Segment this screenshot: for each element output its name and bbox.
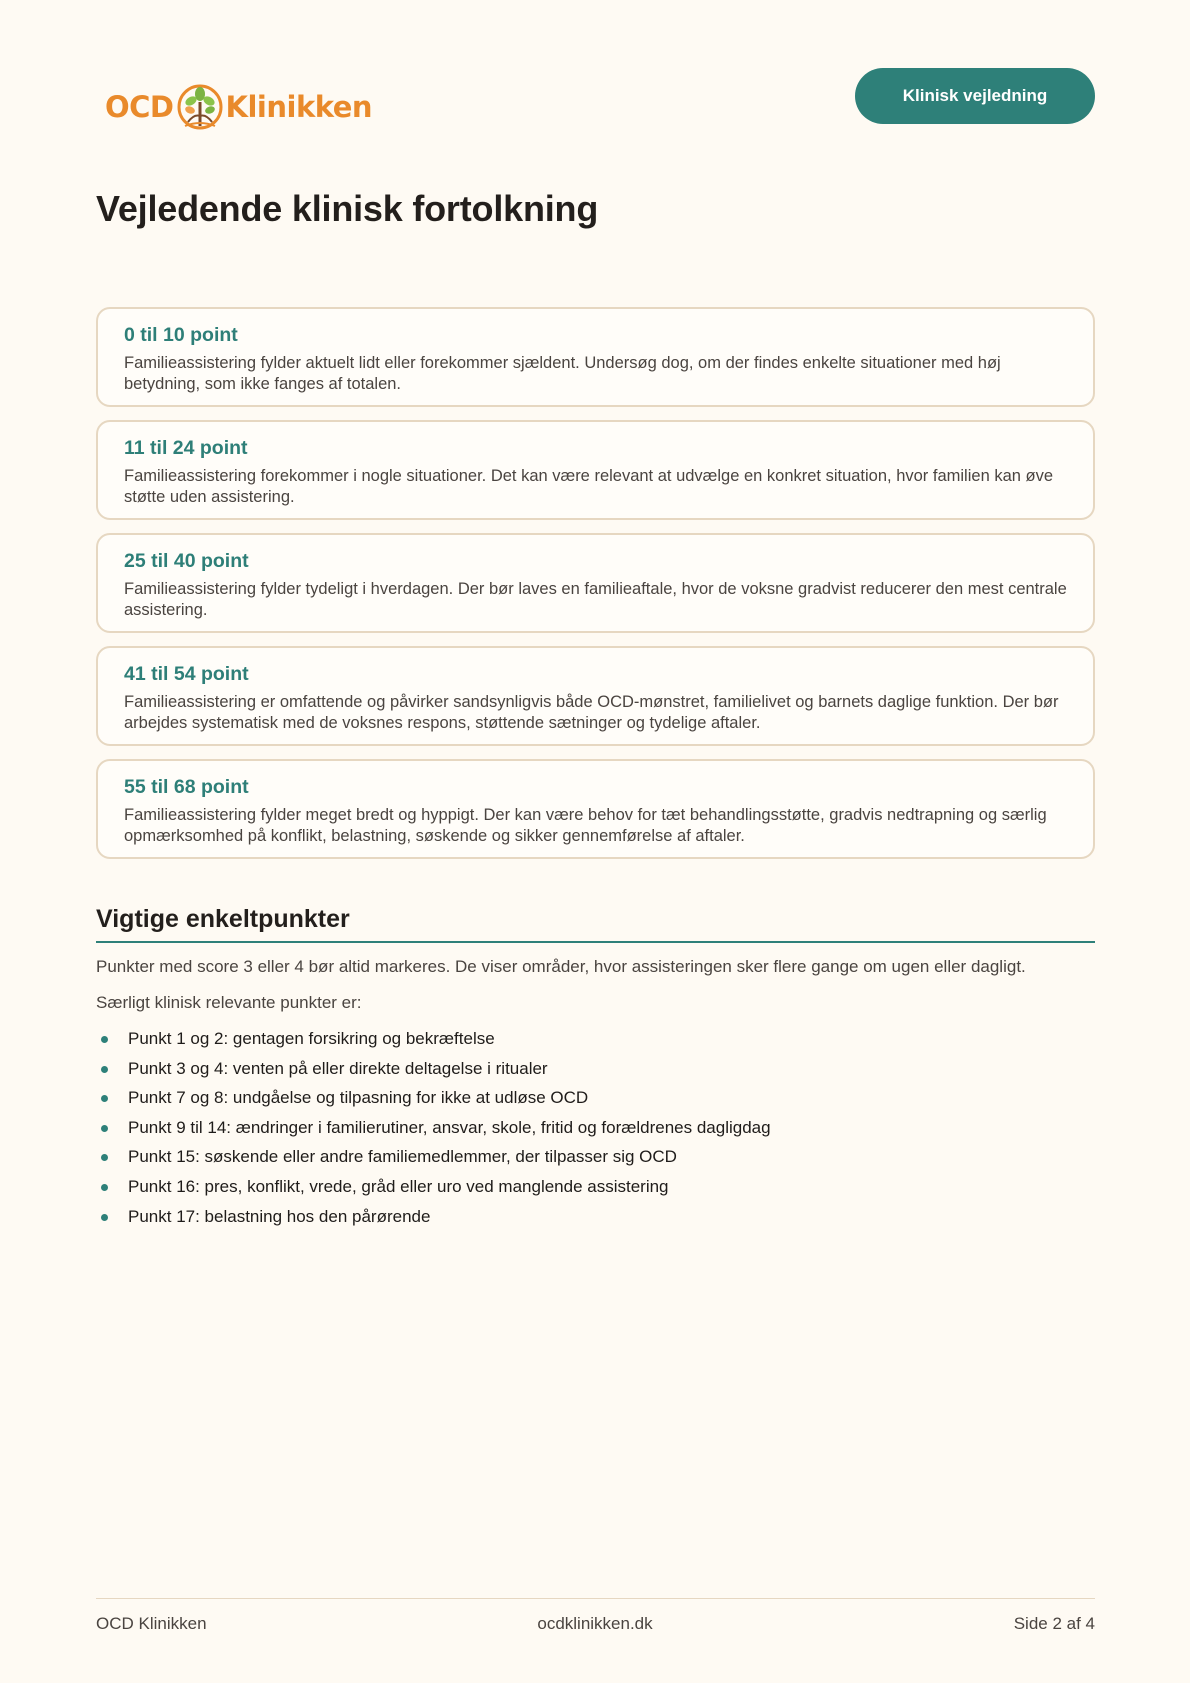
section-intro: Punkter med score 3 eller 4 bør altid markeres. De viser områder, hvor assisteringen sker flere gange om ugen eller dagligt. <box>96 957 1026 976</box>
score-card-description: Familieassistering fylder aktuelt lidt eller forekommer sjældent. Undersøg dog, om der findes enkelte situationer med høj betydning, som ikke fanges af totalen. <box>124 354 1001 393</box>
list-item-text: Punkt 3 og 4: venten på eller direkte deltagelse i ritualer <box>128 1058 548 1078</box>
section-subintro: Særligt klinisk relevante punkter er: <box>96 993 362 1012</box>
list-item-text: Punkt 7 og 8: undgåelse og tilpasning for ikke at udløse OCD <box>128 1088 589 1108</box>
score-card-description: Familieassistering fylder tydeligt i hverdagen. Der bør laves en familieaftale, hvor de voksne gradvist reducerer den mest centrale assistering. <box>124 580 1067 619</box>
footer-website: ocdklinikken.dk <box>537 1614 653 1633</box>
bullet-dot-icon <box>101 1036 108 1043</box>
footer-page-number: Side 2 af 4 <box>1013 1614 1095 1633</box>
list-item-text: Punkt 1 og 2: gentagen forsikring og bekræftelse <box>128 1029 495 1048</box>
list-item <box>96 1087 771 1117</box>
bullet-dot-icon <box>101 1095 108 1102</box>
list-item <box>96 1028 771 1058</box>
score-card <box>96 533 1095 633</box>
logo <box>105 80 372 134</box>
score-card-description: Familieassistering forekommer i nogle situationer. Det kan være relevant at udvælge en konkret situation, hvor familien kan øve støtte uden assistering. <box>124 467 1054 506</box>
tree-logo-icon <box>175 80 225 134</box>
score-card <box>96 420 1095 520</box>
list-item-text: Punkt 9 til 14: ændringer i familierutiner, ansvar, skole, fritid og forældrenes dagligdag <box>128 1117 771 1137</box>
list-item <box>96 1117 771 1147</box>
score-card <box>96 307 1095 407</box>
bullet-dot-icon <box>101 1066 108 1073</box>
list-item <box>96 1146 771 1176</box>
clinical-guidance-badge: Klinisk vejledning <box>855 68 1095 124</box>
section-divider <box>96 941 1095 943</box>
list-item-text: Punkt 16: pres, konflikt, vrede, gråd eller uro ved manglende assistering <box>128 1176 669 1196</box>
score-card-range: 25 til 40 point <box>124 550 249 572</box>
logo-text-klinikken: Klinikken <box>225 90 373 124</box>
score-card-description: Familieassistering fylder meget bredt og hyppigt. Der kan være behov for tæt behandlingsstøtte, gradvis nedtrapning og særlig opmærksomhed på konflikt, belastning, søskende og sikker gennemførelse af aftaler. <box>124 806 1047 845</box>
footer-organization: OCD Klinikken <box>96 1614 207 1633</box>
score-card-description: Familieassistering er omfattende og påvirker sandsynligvis både OCD-mønstret, familielivet og barnets daglige funktion. Der bør arbejdes systematisk med de voksnes respons, støttende sætninger og tydelige aftaler. <box>124 693 1059 732</box>
list-item <box>96 1206 771 1236</box>
key-items-list <box>96 1028 771 1235</box>
page-title: Vejledende klinisk fortolkning <box>96 188 599 229</box>
score-card <box>96 759 1095 859</box>
bullet-dot-icon <box>101 1214 108 1221</box>
list-item <box>96 1058 771 1088</box>
list-item <box>96 1176 771 1206</box>
logo-text-ocd: OCD <box>105 90 174 124</box>
section-title: Vigtige enkeltpunkter <box>96 905 350 933</box>
score-card-range: 41 til 54 point <box>124 663 249 685</box>
bullet-dot-icon <box>101 1125 108 1132</box>
bullet-dot-icon <box>101 1184 108 1191</box>
score-card-range: 11 til 24 point <box>124 437 248 459</box>
bullet-dot-icon <box>101 1154 108 1161</box>
score-card-range: 55 til 68 point <box>124 776 249 798</box>
footer-divider <box>96 1598 1095 1599</box>
list-item-text: Punkt 17: belastning hos den pårørende <box>128 1206 431 1226</box>
list-item-text: Punkt 15: søskende eller andre familiemedlemmer, der tilpasser sig OCD <box>128 1147 677 1167</box>
score-interpretation-list <box>96 307 1095 872</box>
score-card <box>96 646 1095 746</box>
score-card-range: 0 til 10 point <box>124 324 238 346</box>
